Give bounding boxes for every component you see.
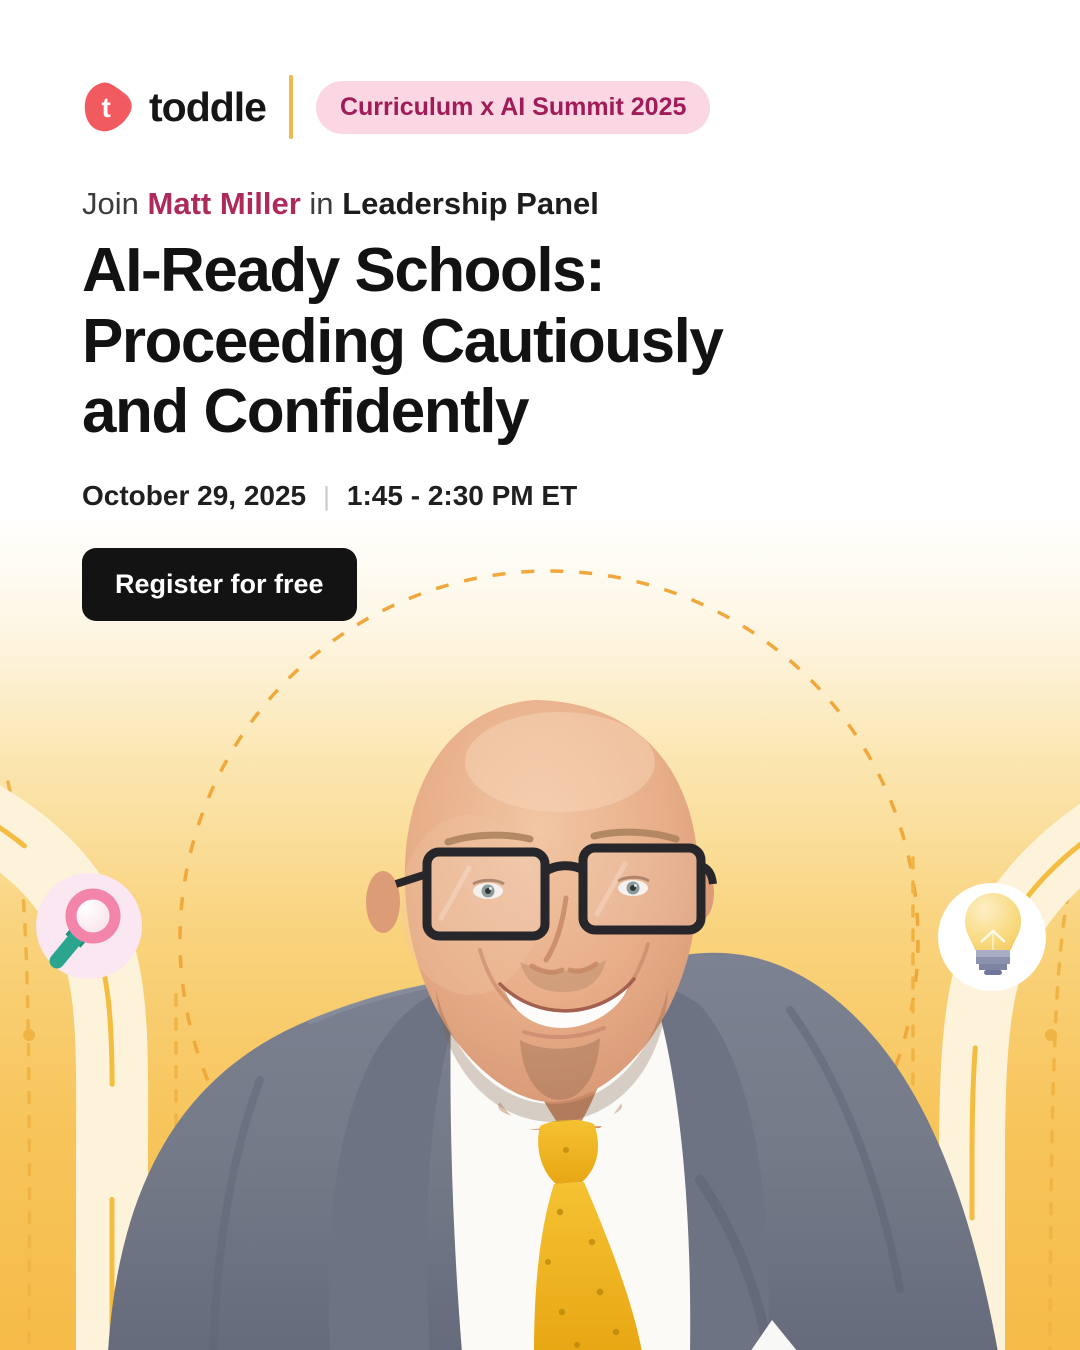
event-title (82, 236, 998, 448)
summit-badge: Curriculum x AI Summit 2025 (316, 81, 710, 134)
session-type: Leadership Panel (342, 186, 599, 221)
toddle-logo-icon (82, 79, 136, 135)
poster-content (0, 0, 1080, 621)
guide-dot-left (23, 1029, 35, 1041)
speaker-photo (108, 700, 998, 1350)
magnifier-icon (36, 873, 142, 979)
event-time: 1:45 - 2:30 PM ET (346, 480, 578, 512)
intro-in: in (309, 186, 334, 221)
intro-line (82, 186, 998, 222)
brand-row (82, 78, 998, 136)
title-line-3: and Confidently (82, 377, 528, 447)
speaker-name: Matt Miller (147, 186, 301, 221)
register-button[interactable]: Register for free (82, 548, 357, 621)
brand-wordmark: toddle (149, 83, 266, 130)
vertical-divider (289, 75, 293, 139)
lightbulb-icon (938, 883, 1046, 991)
event-date: October 29, 2025 (82, 480, 307, 512)
date-time-row (82, 480, 998, 512)
logo-letter: t (101, 92, 111, 124)
right-road (972, 800, 1080, 1350)
date-time-separator: | (323, 480, 330, 511)
title-line-2: Proceeding Cautiously (82, 306, 723, 376)
title-line-1: AI-Ready Schools: (82, 236, 605, 305)
intro-join: Join (82, 186, 139, 221)
guide-dot-right (1045, 1029, 1057, 1041)
